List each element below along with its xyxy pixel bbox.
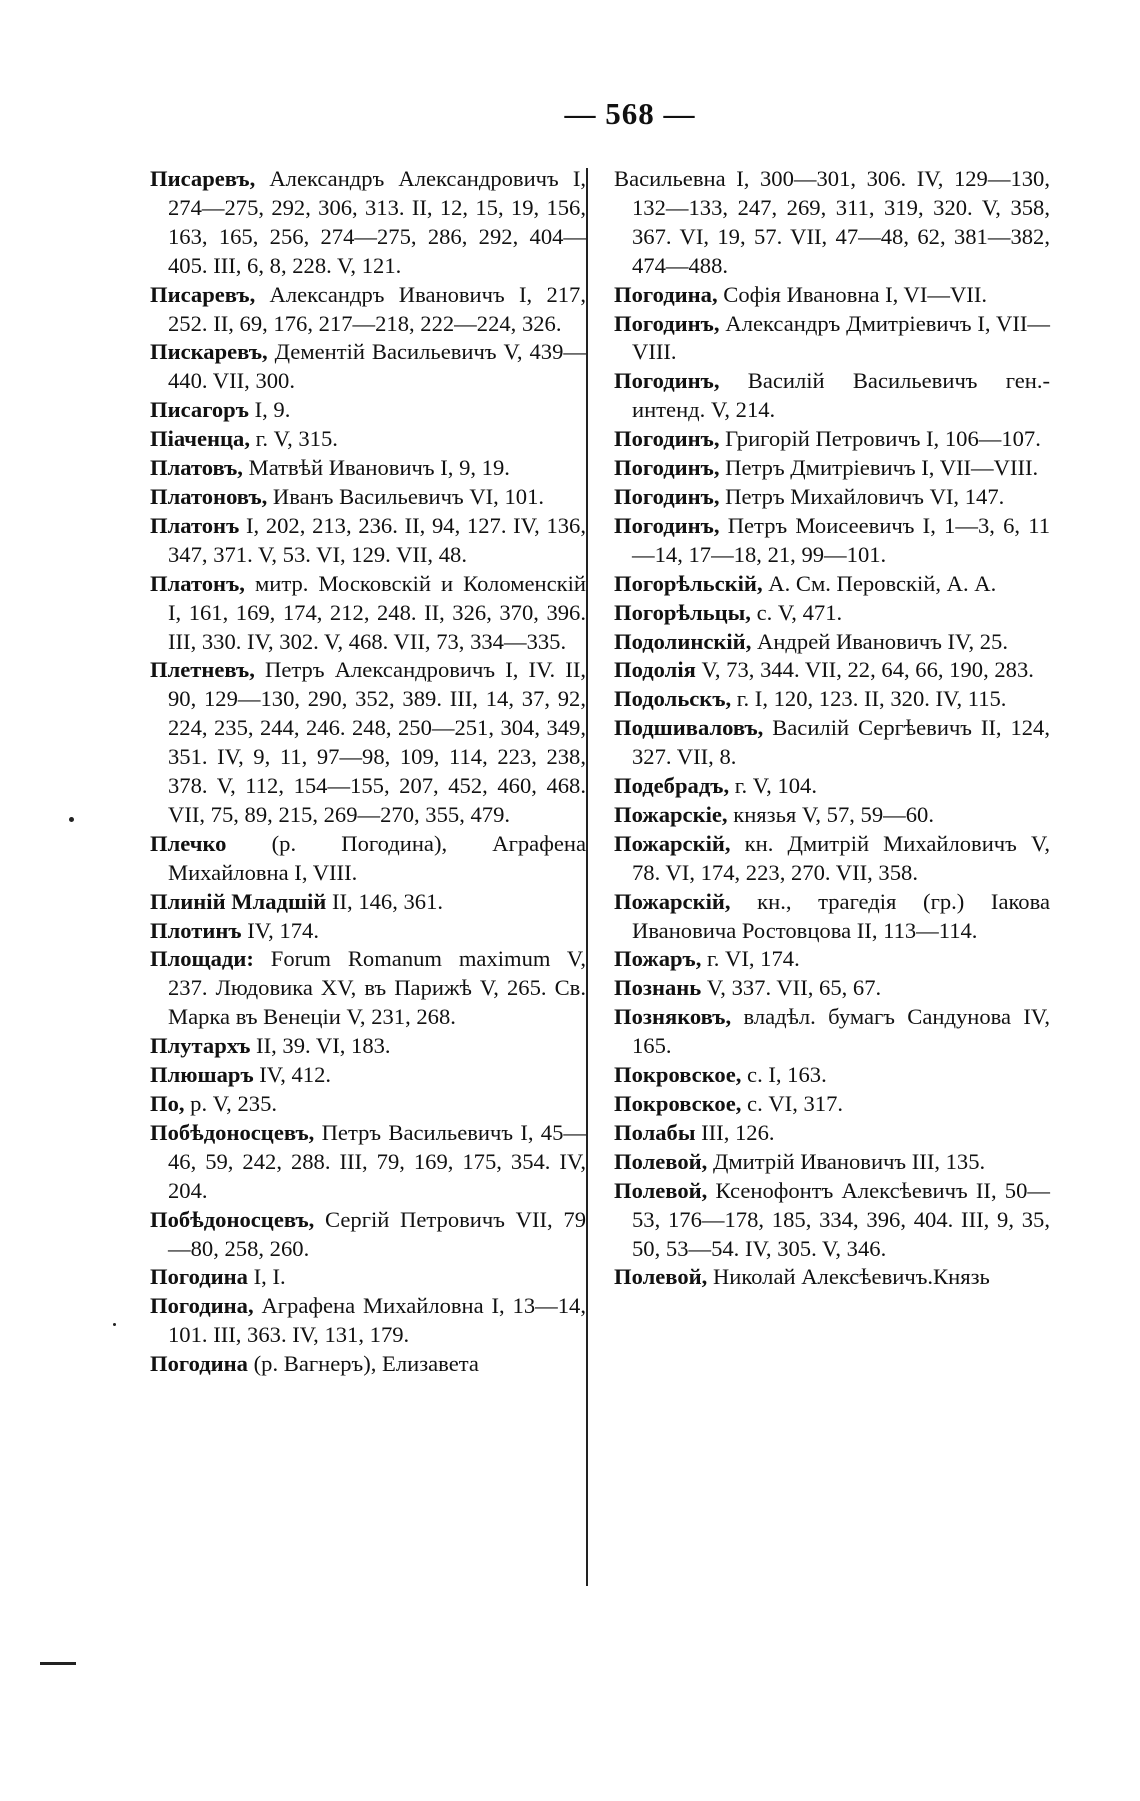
index-entry <box>614 310 1050 368</box>
entry-heading: Погодина, <box>150 1293 254 1319</box>
index-entry <box>614 165 1050 281</box>
entry-heading: Платоновъ, <box>150 483 268 509</box>
entry-references: (р. Погодина), Аграфена Михайловна I, VIII. <box>168 830 586 885</box>
entry-references: IV, 174. <box>241 917 319 943</box>
entry-heading: Писаревъ, <box>150 281 256 307</box>
index-entry <box>150 1350 586 1379</box>
index-entry <box>150 483 586 512</box>
entry-references: Петръ Васильевичъ I, 45—46, 59, 242, 288. III, 79, 169, 175, 354. IV, 204. <box>168 1119 586 1203</box>
index-entry <box>614 570 1050 599</box>
index-entry <box>150 396 586 425</box>
entry-heading: Подолія <box>614 657 696 683</box>
index-entry <box>150 888 586 917</box>
index-entry <box>614 512 1050 570</box>
entry-heading: Подольскъ, <box>614 686 732 712</box>
entry-heading: Пожарскіе, <box>614 801 728 827</box>
entry-heading: Погодина <box>150 1351 248 1377</box>
entry-heading: Пожарскій, <box>614 888 731 914</box>
entry-heading: Погодинъ, <box>614 512 720 538</box>
index-entry <box>614 1177 1050 1264</box>
index-entry <box>150 454 586 483</box>
index-entry <box>614 945 1050 974</box>
index-entry <box>614 425 1050 454</box>
entry-heading: Полевой, <box>614 1177 708 1203</box>
entry-references: Петръ Моисеевичъ I, 1—3, 6, 11—14, 17—18, 21, 99—101. <box>632 512 1050 567</box>
index-entry <box>614 1263 1050 1292</box>
entry-heading: Плутархъ <box>150 1033 251 1059</box>
entry-references: с. VI, 317. <box>741 1091 844 1116</box>
entry-heading: Познань <box>614 975 702 1001</box>
entry-references: кн., трагедія (гр.) Іакова Ивановича Ростовцова II, 113—114. <box>632 888 1050 943</box>
entry-heading: Подебрадъ, <box>614 773 730 799</box>
index-entry <box>150 512 586 570</box>
entry-heading: Полевой, <box>614 1148 708 1174</box>
index-entry <box>614 714 1050 772</box>
entry-references: V, 337. VII, 65, 67. <box>701 975 882 1001</box>
entry-references: Николай Алексѣевичъ.Князь <box>707 1264 990 1290</box>
entry-heading: Побѣдоносцевъ, <box>150 1206 315 1232</box>
index-entry <box>614 1003 1050 1061</box>
entry-references: с. I, 163. <box>741 1062 827 1088</box>
entry-references: Матвѣй Ивановичъ I, 9, 19. <box>242 455 510 481</box>
entry-heading: Погодинъ, <box>614 310 720 336</box>
entry-references: А. См. Перовскій, А. А. <box>762 570 997 596</box>
entry-heading: Пожарскій, <box>614 830 731 856</box>
entry-heading: Покровское, <box>614 1091 742 1116</box>
entry-heading: Плиній Младшій <box>150 888 327 914</box>
index-entry <box>614 1090 1050 1119</box>
entry-heading: Погодинъ, <box>614 483 720 509</box>
index-entry <box>614 281 1050 310</box>
entry-references: Александръ Александровичъ I, 274—275, 292, 306, 313. II, 12, 15, 19, 156, 163, 165, 256, 274—275, 286, 292, 404—405. III, 6, 8, 228. V, 121. <box>168 166 586 278</box>
entry-heading: Писаревъ, <box>150 166 256 191</box>
entry-references: г. VI, 174. <box>701 946 800 972</box>
entry-references: Петръ Михайловичъ VI, 147. <box>719 483 1005 509</box>
entry-references: (р. Вагнеръ), Елизавета <box>247 1351 479 1377</box>
entry-references: Дмитрій Ивановичъ III, 135. <box>707 1148 986 1174</box>
entry-heading: Погодина, <box>614 281 718 307</box>
index-entry <box>150 1263 586 1292</box>
entry-heading: Полевой, <box>614 1264 708 1290</box>
index-entry <box>614 888 1050 946</box>
left-column <box>150 165 586 1379</box>
entry-references: владѣл. бумагъ Сандунова IV, 165. <box>632 1004 1050 1059</box>
entry-heading: По, <box>150 1091 185 1116</box>
entry-heading: Писагоръ <box>150 397 249 423</box>
index-entry <box>150 1206 586 1264</box>
entry-references: I, 202, 213, 236. II, 94, 127. IV, 136, 347, 371. V, 53. VI, 129. VII, 48. <box>168 512 586 567</box>
entry-heading: Побѣдоносцевъ, <box>150 1119 315 1145</box>
entry-heading: Покровское, <box>614 1062 742 1088</box>
entry-references: с. V, 471. <box>750 599 843 625</box>
entry-heading: Позняковъ, <box>614 1004 732 1030</box>
entry-heading: Подшиваловъ, <box>614 715 764 741</box>
entry-references: Петръ Александровичъ I, IV. II, 90, 129—130, 290, 352, 389. III, 14, 37, 92, 224, 235, 244, 246. 248, 250—251, 304, 349, 351. IV, 9, 11, 97—98, 109, 114, 223, 238, 378. V, 112, 154—155, 207, 452, 460, 468. VII, 75, 89, 215, 269—270, 355, 479. <box>168 657 586 827</box>
entry-references: Софія Ивановна I, VI—VII. <box>717 281 987 307</box>
entry-references: Александръ Ивановичъ I, 217, 252. II, 69, 176, 217—218, 222—224, 326. <box>168 281 586 336</box>
entry-heading: Погорѣльскій, <box>614 570 763 596</box>
margin-dot <box>113 1323 116 1326</box>
entry-references: Сергій Петровичъ VII, 79—80, 258, 260. <box>168 1206 586 1261</box>
entry-references: III, 126. <box>695 1119 775 1145</box>
index-entry <box>150 917 586 946</box>
entry-references: II, 146, 361. <box>326 888 444 914</box>
entry-heading: Плечко <box>150 830 227 856</box>
column-divider <box>586 168 588 1586</box>
index-entry <box>150 830 586 888</box>
entry-heading: Погорѣльцы, <box>614 599 751 625</box>
index-entry <box>150 425 586 454</box>
index-entry <box>150 1119 586 1206</box>
index-entry <box>614 830 1050 888</box>
entry-heading: Подолинскій, <box>614 628 752 654</box>
entry-references: Васильевна I, 300—301, 306. IV, 129—130, 132—133, 247, 269, 311, 319, 320. V, 358, 367. VI, 19, 57. VII, 47—48, 62, 381—382, 474—488. <box>614 166 1050 278</box>
index-entry <box>150 945 586 1032</box>
entry-references: V, 73, 344. VII, 22, 64, 66, 190, 283. <box>695 657 1034 683</box>
entry-references: князья V, 57, 59—60. <box>727 801 934 827</box>
entry-heading: Піаченца, <box>150 426 250 452</box>
entry-references: Василій Сергѣевичъ II, 124, 327. VII, 8. <box>632 715 1050 770</box>
entry-references: Дементій Васильевичъ V, 439—440. VII, 300. <box>168 339 586 394</box>
entry-references: Аграфена Михайловна I, 13—14, 101. III, 363. IV, 131, 179. <box>168 1293 586 1348</box>
index-entry <box>150 1090 586 1119</box>
entry-references: Александръ Дмитріевичъ I, VII—VIII. <box>632 310 1050 365</box>
entry-references: г. V, 104. <box>729 773 817 799</box>
entry-references: р. V, 235. <box>184 1091 278 1116</box>
entry-heading: Пожаръ, <box>614 946 702 972</box>
entry-references: IV, 412. <box>253 1062 332 1088</box>
entry-references: кн. Дмитрій Михайловичъ V, 78. VI, 174, 223, 270. VII, 358. <box>632 830 1050 885</box>
index-entry <box>614 1061 1050 1090</box>
index-entry <box>614 685 1050 714</box>
entry-references: Forum Romanum maximum V, 237. Людовика XV, въ Парижѣ V, 265. Св. Марка въ Венеціи V, 231, 268. <box>168 946 586 1030</box>
right-column <box>614 165 1050 1292</box>
entry-references: I, I. <box>247 1264 286 1290</box>
index-entry <box>614 1119 1050 1148</box>
index-entry <box>150 1032 586 1061</box>
entry-heading: Погодина <box>150 1264 248 1290</box>
entry-heading: Погодинъ, <box>614 368 720 394</box>
index-entry <box>150 338 586 396</box>
entry-heading: Плотинъ <box>150 917 242 943</box>
entry-references: г. I, 120, 123. II, 320. IV, 115. <box>731 686 1007 712</box>
entry-references: Ксенофонтъ Алексѣевичъ II, 50—53, 176—178, 185, 334, 396, 404. III, 9, 35, 50, 53—54. IV, 305. V, 346. <box>632 1177 1050 1261</box>
entry-references: г. V, 315. <box>250 426 338 452</box>
entry-references: митр. Московскій и Коломенскій I, 161, 169, 174, 212, 248. II, 326, 370, 396. III, 330. IV, 302. V, 468. VII, 73, 334—335. <box>168 570 586 654</box>
entry-references: I, 9. <box>248 397 291 423</box>
entry-references: Андрей Ивановичъ IV, 25. <box>751 628 1008 654</box>
index-entry <box>614 656 1050 685</box>
entry-heading: Плюшаръ <box>150 1062 254 1088</box>
entry-heading: Погодинъ, <box>614 426 720 452</box>
entry-heading: Площади: <box>150 946 254 972</box>
index-entry <box>150 570 586 657</box>
entry-references: II, 39. VI, 183. <box>250 1033 391 1059</box>
entry-references: Петръ Дмитріевичъ I, VII—VIII. <box>719 455 1039 481</box>
index-entry <box>150 656 586 829</box>
margin-dash <box>40 1662 76 1665</box>
entry-heading: Платонъ <box>150 512 240 538</box>
entry-references: Василій Васильевичъ ген.-интенд. V, 214. <box>632 368 1050 423</box>
entry-heading: Платовъ, <box>150 455 243 481</box>
index-entry <box>614 974 1050 1003</box>
entry-references: Иванъ Васильевичъ VI, 101. <box>267 483 545 509</box>
index-entry <box>614 1148 1050 1177</box>
margin-dot <box>69 817 74 822</box>
index-entry <box>614 801 1050 830</box>
index-entry <box>614 454 1050 483</box>
index-entry <box>150 281 586 339</box>
page-number: — 568 — <box>564 96 696 131</box>
entry-heading: Пискаревъ, <box>150 339 268 365</box>
entry-heading: Полабы <box>614 1119 696 1145</box>
index-entry <box>150 1061 586 1090</box>
entry-references: Григорій Петровичъ I, 106—107. <box>719 426 1041 452</box>
index-entry <box>150 1292 586 1350</box>
index-entry <box>614 367 1050 425</box>
index-entry <box>614 483 1050 512</box>
index-entry <box>150 165 586 281</box>
entry-heading: Погодинъ, <box>614 455 720 481</box>
index-entry <box>614 772 1050 801</box>
entry-heading: Плетневъ, <box>150 657 255 683</box>
index-entry <box>614 599 1050 628</box>
entry-heading: Платонъ, <box>150 570 245 596</box>
index-entry <box>614 628 1050 657</box>
